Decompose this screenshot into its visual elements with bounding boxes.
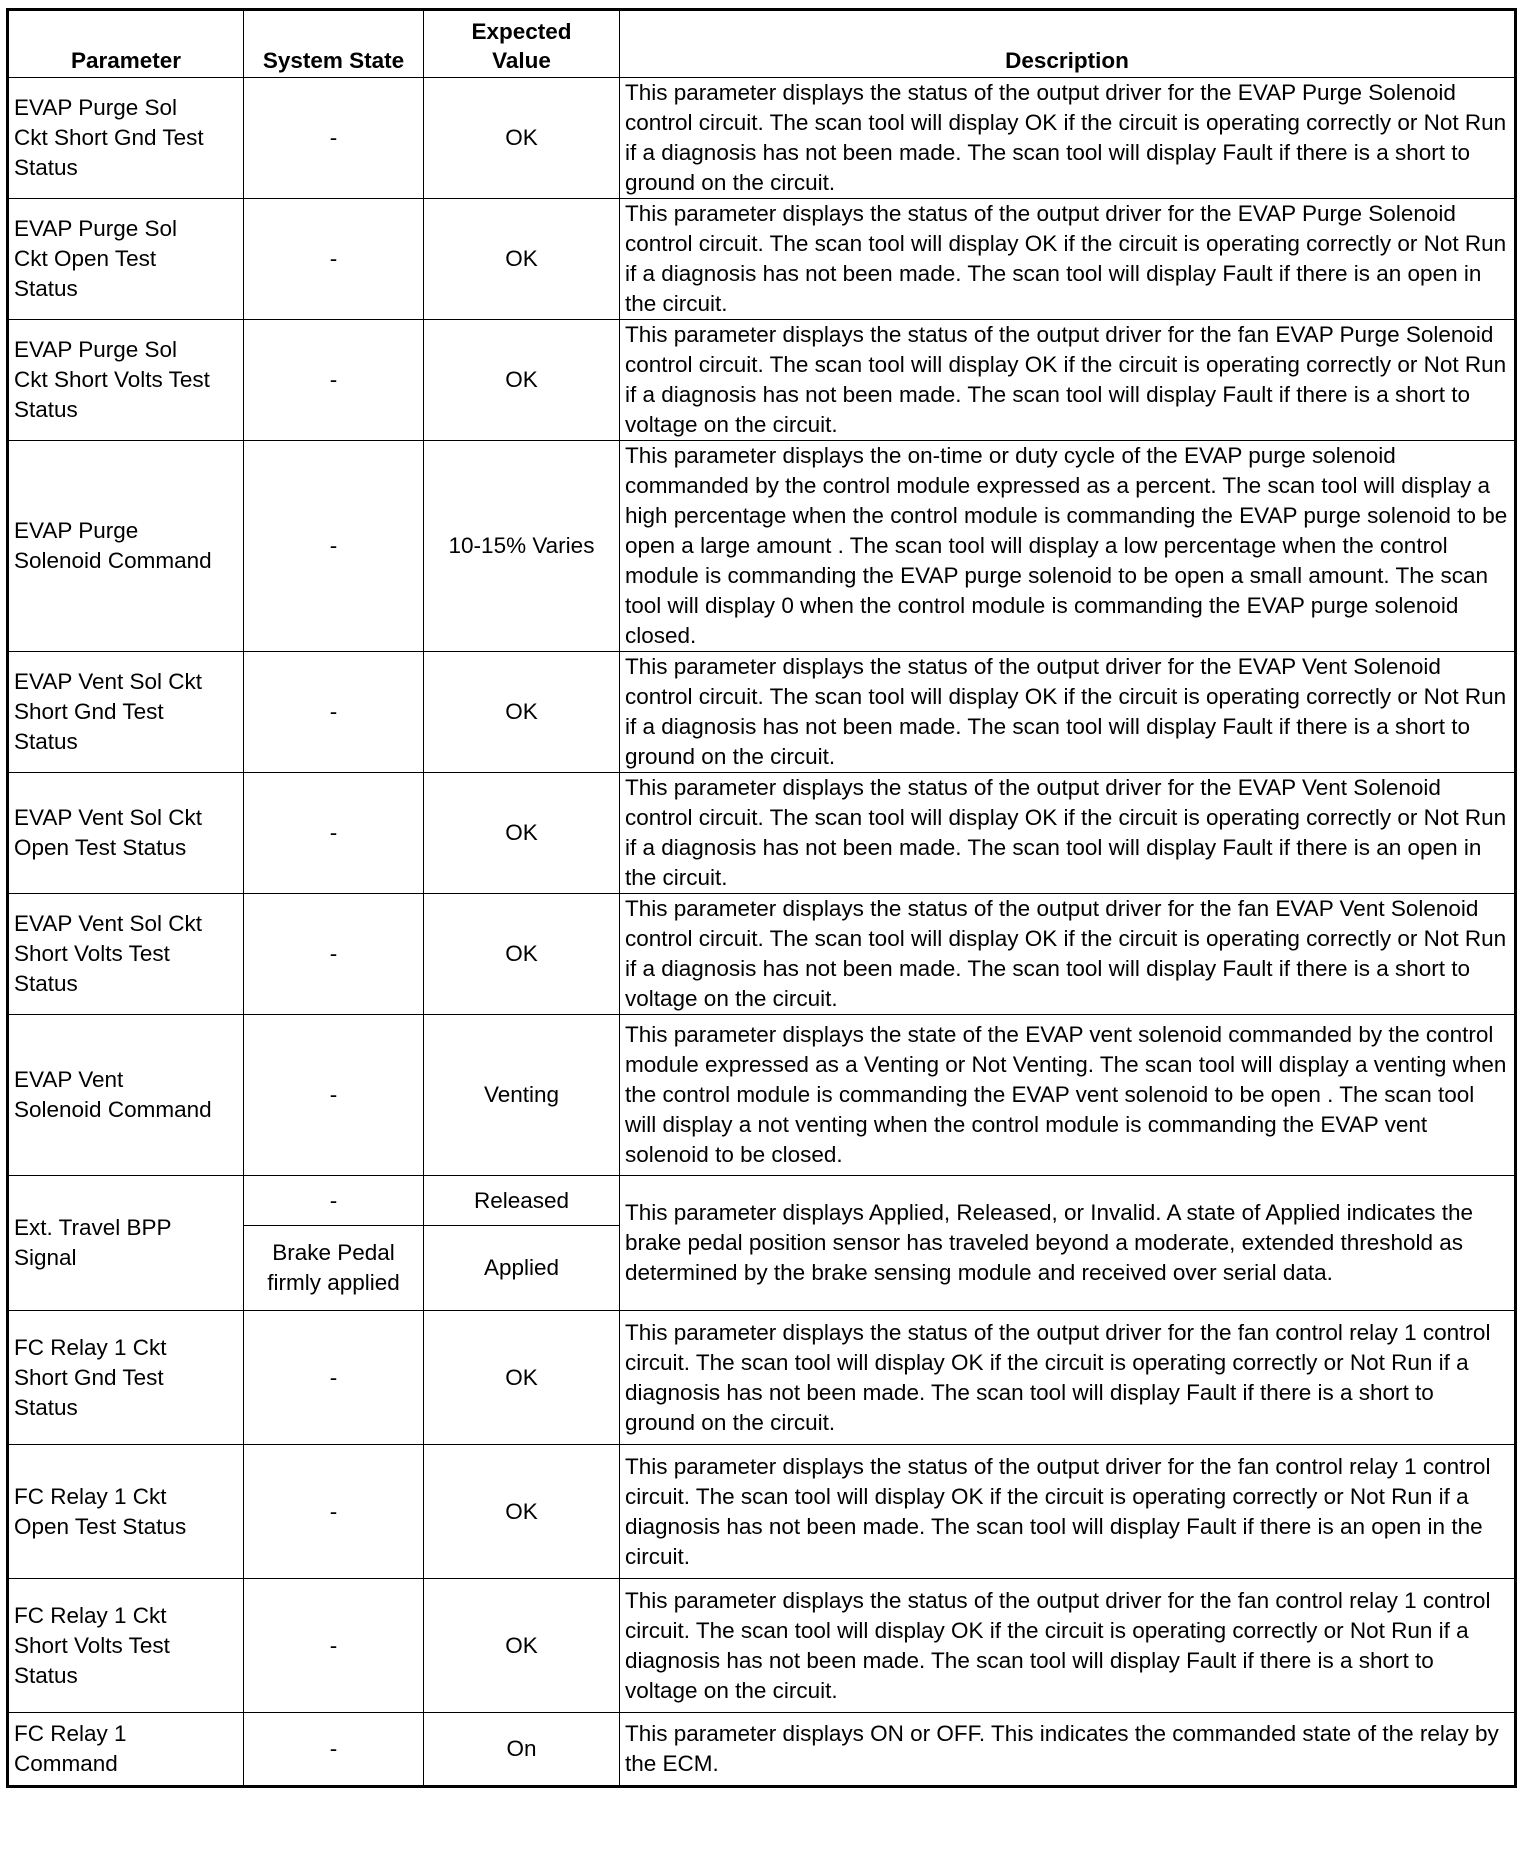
parameter-line: Status [14, 971, 78, 996]
table-row [8, 1713, 1516, 1787]
parameter-cell [8, 78, 244, 199]
system-state-cell: - [244, 1015, 424, 1176]
description-cell: This parameter displays the status of the output driver for the fan EVAP Purge Solenoid control circuit. The scan tool will display OK if the circuit is operating correctly or Not Run if a diagnosis has not been made. The scan tool will display Fault if there is a short to voltage on the circuit. [620, 320, 1516, 441]
table-row [8, 894, 1516, 1015]
expected-value-cell: Venting [424, 1015, 620, 1176]
expected-value-cell: Released [424, 1176, 620, 1226]
header-parameter: Parameter [8, 10, 244, 78]
table-row [8, 773, 1516, 894]
parameter-cell [8, 652, 244, 773]
expected-value-cell: Applied [424, 1226, 620, 1311]
system-state-cell: - [244, 78, 424, 199]
description-cell: This parameter displays the status of the output driver for the EVAP Vent Solenoid control circuit. The scan tool will display OK if the circuit is operating correctly or Not Run if a diagnosis has not been made. The scan tool will display Fault if there is an open in the circuit. [620, 773, 1516, 894]
parameter-line: Status [14, 729, 78, 754]
header-expected-value-line2: Value [492, 48, 551, 73]
expected-value-cell: OK [424, 78, 620, 199]
parameter-line: FC Relay 1 Ckt [14, 1334, 167, 1360]
description-cell: This parameter displays the state of the EVAP vent solenoid commanded by the control module expressed as a Venting or Not Venting. The scan tool will display a venting when the control module is commanding the EVAP vent solenoid to be open . The scan tool will display a not venting when the control module is commanding the EVAP vent solenoid to be closed. [620, 1015, 1516, 1176]
description-cell: This parameter displays the status of the output driver for the fan EVAP Vent Solenoid control circuit. The scan tool will display OK if the circuit is operating correctly or Not Run if a diagnosis has not been made. The scan tool will display Fault if there is a short to voltage on the circuit. [620, 894, 1516, 1015]
description-cell: This parameter displays the status of the output driver for the EVAP Vent Solenoid control circuit. The scan tool will display OK if the circuit is operating correctly or Not Run if a diagnosis has not been made. The scan tool will display Fault if there is a short to ground on the circuit. [620, 652, 1516, 773]
parameter-cell [8, 320, 244, 441]
system-state-cell: - [244, 652, 424, 773]
expected-value-cell: OK [424, 1311, 620, 1445]
parameter-cell [8, 1713, 244, 1787]
parameter-line: Short Volts Test [14, 1632, 170, 1658]
header-expected-value [424, 10, 620, 78]
system-state-cell [244, 1226, 424, 1311]
expected-value-cell: OK [424, 320, 620, 441]
parameter-line: Signal [14, 1245, 77, 1270]
parameter-line: EVAP Purge Sol [14, 95, 178, 120]
system-state-cell: - [244, 199, 424, 320]
expected-value-cell: OK [424, 1579, 620, 1713]
expected-value-cell: OK [424, 773, 620, 894]
system-state-cell: - [244, 320, 424, 441]
parameter-cell [8, 1015, 244, 1176]
system-state-cell: - [244, 894, 424, 1015]
description-cell: This parameter displays the status of the output driver for the fan control relay 1 control circuit. The scan tool will display OK if the circuit is operating correctly or Not Run if a diagnosis has not been made. The scan tool will display Fault if there is a short to ground on the circuit. [620, 1311, 1516, 1445]
table-row [8, 199, 1516, 320]
parameter-line: EVAP Vent Sol Ckt [14, 911, 203, 936]
header-row [8, 10, 1516, 78]
expected-value-cell: OK [424, 894, 620, 1015]
parameter-line: Solenoid Command [14, 1097, 212, 1122]
parameter-cell [8, 199, 244, 320]
table-row-brake-released [8, 1176, 1516, 1226]
parameter-line: Status [14, 397, 78, 422]
header-system-state: System State [244, 10, 424, 78]
parameter-cell [8, 441, 244, 652]
system-state-line: firmly applied [267, 1270, 400, 1295]
expected-value-cell: 10-15% Varies [424, 441, 620, 652]
table-row [8, 1579, 1516, 1713]
table-row [8, 1445, 1516, 1579]
parameter-line: Ckt Short Gnd Test [14, 125, 204, 150]
parameter-line: EVAP Vent Sol Ckt [14, 805, 203, 830]
system-state-cell: - [244, 773, 424, 894]
parameter-line: Status [14, 1662, 78, 1688]
table-row [8, 320, 1516, 441]
parameter-line: FC Relay 1 Ckt [14, 1602, 167, 1628]
parameter-cell [8, 1579, 244, 1713]
parameter-line: Status [14, 1394, 78, 1420]
expected-value-cell: OK [424, 199, 620, 320]
expected-value-cell: On [424, 1713, 620, 1787]
parameter-line: FC Relay 1 [14, 1721, 127, 1746]
parameter-line: Ckt Open Test [14, 246, 157, 271]
parameter-line: Short Volts Test [14, 941, 170, 966]
parameter-cell [8, 1445, 244, 1579]
parameter-cell [8, 894, 244, 1015]
parameter-line: EVAP Purge Sol [14, 216, 178, 241]
system-state-cell: - [244, 1311, 424, 1445]
parameter-line: Command [14, 1751, 118, 1776]
parameter-line: Status [14, 276, 78, 301]
parameter-cell [8, 773, 244, 894]
parameter-line: EVAP Purge [14, 518, 139, 543]
description-cell: This parameter displays Applied, Released, or Invalid. A state of Applied indicates the brake pedal position sensor has traveled beyond a moderate, extended threshold as determined by the brake sensing module and received over serial data. [620, 1176, 1516, 1311]
parameter-line: Short Gnd Test [14, 1364, 164, 1390]
description-cell: This parameter displays the status of the output driver for the fan control relay 1 control circuit. The scan tool will display OK if the circuit is operating correctly or Not Run if a diagnosis has not been made. The scan tool will display Fault if there is an open in the circuit. [620, 1445, 1516, 1579]
parameter-line: Status [14, 155, 78, 180]
parameter-line: Ext. Travel BPP [14, 1215, 172, 1240]
description-cell: This parameter displays the on-time or duty cycle of the EVAP purge solenoid commanded by the control module expressed as a percent. The scan tool will display a high percentage when the control module is commanding the EVAP purge solenoid to be open a large amount . The scan tool will display a low percentage when the control module is commanding the EVAP purge solenoid to be open a small amount. The scan tool will display 0 when the control module is commanding the EVAP purge solenoid closed. [620, 441, 1516, 652]
parameter-cell [8, 1176, 244, 1311]
table-row [8, 78, 1516, 199]
system-state-cell: - [244, 1579, 424, 1713]
parameter-table [6, 8, 1517, 1788]
description-cell: This parameter displays the status of the output driver for the EVAP Purge Solenoid control circuit. The scan tool will display OK if the circuit is operating correctly or Not Run if a diagnosis has not been made. The scan tool will display Fault if there is an open in the circuit. [620, 199, 1516, 320]
table-row [8, 1015, 1516, 1176]
parameter-line: Ckt Short Volts Test [14, 367, 210, 392]
table-row [8, 652, 1516, 773]
parameter-line: Solenoid Command [14, 548, 212, 573]
header-expected-value-line1: Expected [471, 19, 572, 44]
header-description: Description [620, 10, 1516, 78]
system-state-cell: - [244, 1445, 424, 1579]
expected-value-cell: OK [424, 1445, 620, 1579]
system-state-cell: - [244, 1176, 424, 1226]
parameter-line: FC Relay 1 Ckt [14, 1483, 167, 1509]
table-row [8, 441, 1516, 652]
table-row [8, 1311, 1516, 1445]
description-cell: This parameter displays ON or OFF. This indicates the commanded state of the relay by the ECM. [620, 1713, 1516, 1787]
description-cell: This parameter displays the status of the output driver for the fan control relay 1 control circuit. The scan tool will display OK if the circuit is operating correctly or Not Run if a diagnosis has not been made. The scan tool will display Fault if there is a short to voltage on the circuit. [620, 1579, 1516, 1713]
expected-value-cell: OK [424, 652, 620, 773]
parameter-line: EVAP Vent Sol Ckt [14, 669, 203, 694]
parameter-line: Short Gnd Test [14, 699, 164, 724]
parameter-line: EVAP Purge Sol [14, 337, 178, 362]
parameter-line: Open Test Status [14, 1513, 187, 1539]
description-cell: This parameter displays the status of the output driver for the EVAP Purge Solenoid control circuit. The scan tool will display OK if the circuit is operating correctly or Not Run if a diagnosis has not been made. The scan tool will display Fault if there is a short to ground on the circuit. [620, 78, 1516, 199]
parameter-line: EVAP Vent [14, 1067, 124, 1092]
parameter-line: Open Test Status [14, 835, 187, 860]
system-state-cell: - [244, 441, 424, 652]
system-state-line: Brake Pedal [272, 1240, 395, 1265]
parameter-cell [8, 1311, 244, 1445]
system-state-cell: - [244, 1713, 424, 1787]
